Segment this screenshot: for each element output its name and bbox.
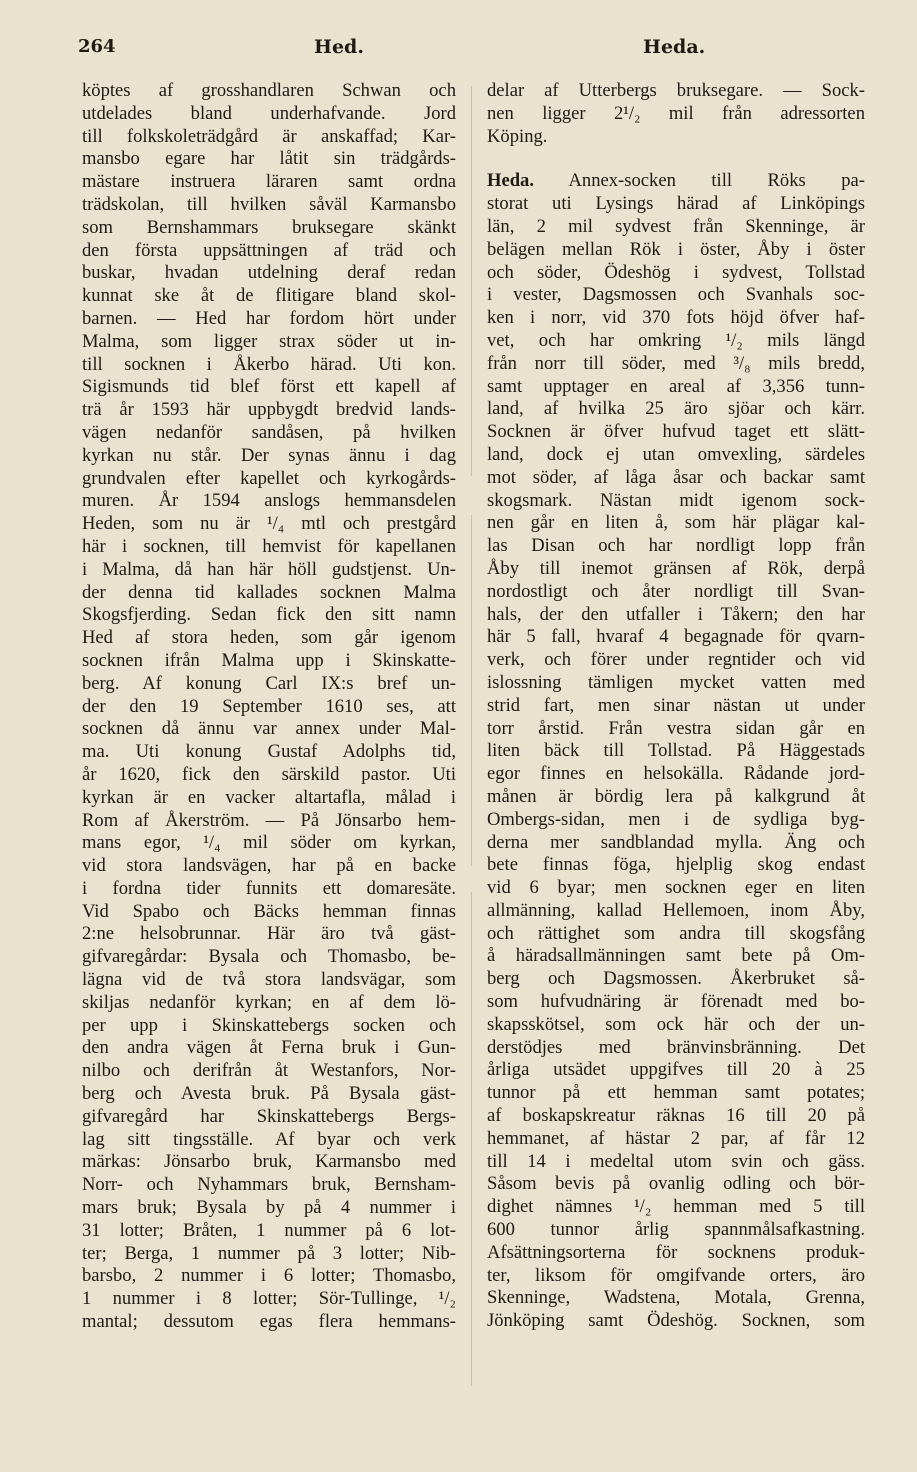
text-line: strid fart, men sinar nästan ut under <box>487 694 865 716</box>
text-line: socknen då ännu var annex under Mal- <box>82 718 456 740</box>
text-line: berg och Dagsmossen. Åkerbruket så- <box>487 968 865 990</box>
text-line: berg och Avesta bruk. På Bysala gäst- <box>82 1083 456 1105</box>
text-line: till 14 i medeltal utom svin och gäss. <box>487 1150 865 1172</box>
text-line: från norr till söder, med ³/₈ mils bredd, <box>487 352 865 374</box>
text-line: Vid Spabo och Bäcks hemman finnas <box>82 900 456 922</box>
running-head-right: Heda. <box>643 36 706 58</box>
text-line: lägna vid de två stora landsvägar, som <box>82 969 456 991</box>
text-line: gifvaregård har Skinskattebergs Bergs- <box>82 1105 456 1127</box>
text-line: per upp i Skinskattebergs socken och <box>82 1014 456 1036</box>
text-line: derna mer sandblandad mylla. Äng och <box>487 831 865 853</box>
text-line: 1 nummer i 8 lotter; Sör-Tullinge, ¹/₂ <box>82 1288 456 1310</box>
text-line: år 1620, fick den särskild pastor. Uti <box>82 763 456 785</box>
text-line: Hed af stora heden, som går igenom <box>82 627 456 649</box>
text-line: här i socknen, till hemvist för kapellanen <box>82 535 456 557</box>
text-line: vid 6 byar; men socknen eger en liten <box>487 877 865 899</box>
text-line: skapsskötsel, som ock här och der un- <box>487 1013 865 1035</box>
text-line: kyrkan nu står. Der synas ännu i dag <box>82 444 456 466</box>
text-line: här 5 fall, hvaraf 4 begagnade för qvarn- <box>487 626 865 648</box>
text-line: Socknen är öfver hufvud taget ett slätt- <box>487 421 865 443</box>
text-line: skiljas nedanför kyrkan; en af dem lö- <box>82 991 456 1013</box>
text-line: af boskapskreatur räknas 16 till 20 på <box>487 1105 865 1127</box>
text-line: ter, liksom för omgifvande orters, äro <box>487 1264 865 1286</box>
text-line: derstödjes med bränvinsbränning. Det <box>487 1036 865 1058</box>
text-line: Rom af Åkerström. — På Jönsarbo hem- <box>82 809 456 831</box>
text-line: grundvalen efter kapellet och kyrkogårds- <box>82 467 456 489</box>
text-line: 31 lotter; Bråten, 1 nummer på 6 lot- <box>82 1219 456 1241</box>
entry-first-line <box>487 170 865 193</box>
text-line: Köping. <box>487 125 548 147</box>
left-column <box>82 80 456 1334</box>
text-line: vägen nedanför sandåsen, på hvilken <box>82 421 456 443</box>
column-divider <box>471 86 472 1386</box>
text-line: ken i norr, vid 370 fots höjd öfver haf- <box>487 307 865 329</box>
entry-head-word: Heda. <box>487 170 535 192</box>
right-column <box>487 80 865 1333</box>
text-line: mans egor, ¹/₄ mil söder om kyrkan, <box>82 832 456 854</box>
text-line: län, 2 mil sydvest från Skenninge, är <box>487 215 865 237</box>
text-line: nilbo och derifrån åt Westanfors, Nor- <box>82 1060 456 1082</box>
text-line: las Disan och har nordligt lopp från <box>487 535 865 557</box>
text-line: nen går en liten å, som här plägar kal- <box>487 512 865 534</box>
text-line: i vester, Dagsmossen och Svanhals soc- <box>487 284 865 306</box>
text-line: samt upptager en areal af 3,356 tunn- <box>487 375 865 397</box>
text-line: Heden, som nu är ¹/₄ mtl och prestgård <box>82 513 456 535</box>
text-line: till folkskoleträdgård är anskaffad; Kar- <box>82 125 456 147</box>
text-line: kunnat ske åt de flitigare bland skol- <box>82 285 456 307</box>
text-line: mars bruk; Bysala by på 4 nummer i <box>82 1197 456 1219</box>
text-line: land, af hvilka 25 äro sjöar och kärr. <box>487 398 865 420</box>
text-line: köptes af grosshandlaren Schwan och <box>82 80 456 101</box>
text-line: vet, och har omkring ¹/₂ mils längd <box>487 329 865 351</box>
text-line: 2:ne helsobrunnar. Här äro två gäst- <box>82 923 456 945</box>
text-line: mantal; dessutom egas flera hemmans- <box>82 1311 456 1333</box>
text-line: der denna tid kallades socknen Malma <box>82 581 456 603</box>
text-line: Norr- och Nyhammars bruk, Bernsham- <box>82 1174 456 1196</box>
text-line: märkas: Jönsarbo bruk, Karmansbo med <box>82 1151 456 1173</box>
text-line: verk, och förer under regntider och vid <box>487 649 865 671</box>
text-line: Såsom bevis på ovanlig odling och bör- <box>487 1173 865 1195</box>
text-line: vid stora landsvägen, har på en backe <box>82 855 456 877</box>
text-line: Afsättningsorterna för socknens produk- <box>487 1241 865 1263</box>
text-line: belägen mellan Rök i öster, Åby i öster <box>487 238 865 260</box>
text-line: gifvaregårdar: Bysala och Thomasbo, be- <box>82 946 456 968</box>
text-line: Sigismunds tid blef först ett kapell af <box>82 376 456 398</box>
text-line: i fordna tider funnits ett domaresäte. <box>82 877 456 899</box>
text-line: Skenninge, Wadstena, Motala, Grenna, <box>487 1287 865 1309</box>
text-line: till socknen i Åkerbo härad. Uti kon. <box>82 353 456 375</box>
text-line: egor finnes en helsokälla. Rådande jord- <box>487 763 865 785</box>
text-line: Jönköping samt Ödeshög. Socknen, som <box>487 1310 865 1332</box>
text-line: torr årstid. Från vestra sidan går en <box>487 717 865 739</box>
text-line: månen är bördig lera på kalkgrund åt <box>487 785 865 807</box>
text-line: utdelades bland underhafvande. Jord <box>82 102 456 124</box>
text-line: Åby till inemot gränsen af Rök, derpå <box>487 557 865 579</box>
text-line: buskar, hvadan utdelning deraf redan <box>82 262 456 284</box>
text-line: å häradsallmänningen samt bete på Om- <box>487 945 865 967</box>
text-line: skogsmark. Nästan midt igenom sock- <box>487 489 865 511</box>
text-line: och rättighet som andra till skogsfång <box>487 922 865 944</box>
text-line: den första uppsättningen af träd och <box>82 239 456 261</box>
text-line: lag sitt tingsställe. Af byar och verk <box>82 1128 456 1150</box>
text-line: der den 19 September 1610 ses, att <box>82 695 456 717</box>
text-line: Malma, som ligger strax söder ut in- <box>82 330 456 352</box>
text-line: nen ligger 2¹/₂ mil från adressorten <box>487 102 865 124</box>
text-line: barnen. — Hed har fordom hört under <box>82 307 456 329</box>
text-line: berg. Af konung Carl IX:s bref un- <box>82 672 456 694</box>
page-number: 264 <box>78 36 116 57</box>
text-line: Ombergs-sidan, men i de sydliga byg- <box>487 808 865 830</box>
text-line: tunnor på ett hemman samt potates; <box>487 1082 865 1104</box>
text-line: allmänning, kallad Hellemoen, inom Åby, <box>487 899 865 921</box>
text-line: islossning tämligen mycket vatten med <box>487 671 865 693</box>
page-header <box>78 36 848 66</box>
text-line: bete finnas föga, hjelplig skog endast <box>487 854 865 876</box>
text-line: hals, der den utfaller i Tåkern; den har <box>487 603 865 625</box>
text-line: som Bernshammars bruksegare skänkt <box>82 216 456 238</box>
text-line: mästare instruera läraren samt ordna <box>82 171 456 193</box>
text-line: som hufvudnäring är förenadt med bo- <box>487 991 865 1013</box>
text-line: hemmanet, af hästar 2 par, af får 12 <box>487 1127 865 1149</box>
text-line: 600 tunnor årlig spannmålsafkastning. <box>487 1219 865 1241</box>
text-line: land, dock ej utan omvexling, särdeles <box>487 443 865 465</box>
text-line: mansbo egare har låtit sin trädgårds- <box>82 148 456 170</box>
text-line: delar af Utterbergs bruksegare. — Sock- <box>487 80 865 101</box>
text-line: barsbo, 2 nummer i 6 lotter; Thomasbo, <box>82 1265 456 1287</box>
text-line: mot söder, af låga åsar och backar samt <box>487 466 865 488</box>
text-line: socknen ifrån Malma upp i Skinskatte- <box>82 649 456 671</box>
entry-body <box>487 193 865 1333</box>
text-line: dighet nämnes ¹/₂ hemman med 5 till <box>487 1196 865 1218</box>
text-line: ma. Uti konung Gustaf Adolphs tid, <box>82 741 456 763</box>
text-line: den andra vägen åt Ferna bruk i Gun- <box>82 1037 456 1059</box>
text-line: storat uti Lysings härad af Linköpings <box>487 193 865 215</box>
text-line: Skogsfjerding. Sedan fick den sitt namn <box>82 604 456 626</box>
text-line: trädskolan, till hvilken såväl Karmansbo <box>82 193 456 215</box>
text-line: ter; Berga, 1 nummer på 3 lotter; Nib- <box>82 1242 456 1264</box>
text-line: kyrkan är en vacker altartafla, målad i <box>82 786 456 808</box>
right-column-intro <box>487 80 865 148</box>
text-line: nordostligt och åter nordligt till Svan- <box>487 580 865 602</box>
text-line: årliga utsädet uppgifves till 20 à 25 <box>487 1059 865 1081</box>
text-line: muren. År 1594 anslogs hemmansdelen <box>82 490 456 512</box>
running-head-left: Hed. <box>314 36 364 58</box>
text-line: liten bäck till Tollstad. På Häggestads <box>487 740 865 762</box>
text-line: i Malma, då han här höll gudstjenst. Un- <box>82 558 456 580</box>
text-line: trä år 1593 här uppbygdt bredvid lands- <box>82 399 456 421</box>
entry-first-line-text: Annex-socken till Röks pa- <box>568 170 865 192</box>
text-line: och söder, Ödeshög i sydvest, Tollstad <box>487 261 865 283</box>
